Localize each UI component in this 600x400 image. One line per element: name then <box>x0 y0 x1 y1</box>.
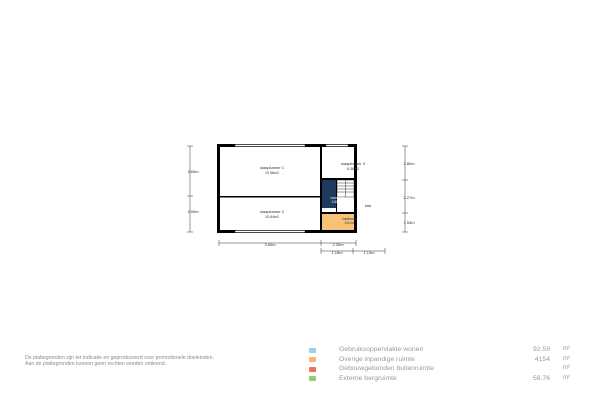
disclaimer-line: De plattegronden zijn ter indicatie en geproduceerd voor promotionele doeleinden. <box>25 355 214 361</box>
dim-bottom-sub-right: 1.13m <box>363 250 375 255</box>
legend-unit: m² <box>563 365 570 371</box>
legend-swatch <box>309 367 316 372</box>
area-legend <box>306 346 576 384</box>
dim-right-top: 2.80m <box>403 161 415 166</box>
room-area-overloop: 2.68m2 <box>331 200 343 204</box>
room-area-slaapkamer2: 10.84m2 <box>265 215 279 219</box>
dim-right-bottom: 1.53m <box>403 220 415 225</box>
dim-left-top: 3.60m <box>187 169 199 174</box>
room-name-badkamer: badkamer <box>342 217 358 221</box>
legend-unit: m² <box>563 355 570 362</box>
legend-row-bergruimte <box>306 375 576 385</box>
room-name-slaapkamer2: slaapkamer 2 <box>259 209 285 214</box>
room-area-badkamer: 3.61m2 <box>344 221 356 225</box>
legend-label: Gebruiksoppervlakte wonen <box>339 346 424 353</box>
legend-row-buitenruimte <box>306 365 576 375</box>
legend-swatch <box>309 376 316 381</box>
room-name-overloop: overloop <box>330 196 344 200</box>
dim-bottom-right: 2.30m <box>332 242 344 247</box>
room-area-slaapkamer3: 6.38m2 <box>347 167 359 171</box>
disclaimer <box>25 355 335 368</box>
legend-unit: m² <box>563 346 570 352</box>
dim-bottom-sub-left: 1.18m <box>331 250 343 255</box>
dim-bottom-left: 3.60m <box>264 242 276 247</box>
legend-row-gebruiksoppervlakte <box>306 346 576 356</box>
legend-value: 56.76 <box>532 374 550 382</box>
legend-row-overige <box>306 356 576 366</box>
legend-swatch <box>309 357 316 362</box>
dim-right-mid: 2.27m <box>403 195 415 200</box>
legend-swatch <box>309 348 316 353</box>
legend-unit: m² <box>563 374 570 381</box>
legend-value: 4154 <box>534 355 550 363</box>
legend-value: 92.59 <box>532 346 550 353</box>
dim-left-bottom: 2.90m <box>187 209 199 214</box>
legend-label: Overige inpandige ruimte <box>339 355 415 363</box>
room-name-kast: kast <box>364 204 372 208</box>
legend-label: Externe bergruimte <box>339 374 397 382</box>
legend-label: Gebouwgebonden buitenruimte <box>339 365 434 372</box>
room-name-slaapkamer1: slaapkamer 1 <box>259 165 285 170</box>
disclaimer-line: Aan de plattegronden kunnen geen rechten worden ontleend. <box>25 361 167 368</box>
room-area-slaapkamer1: 10.58m2 <box>265 171 279 175</box>
room-name-slaapkamer3: slaapkamer 3 <box>340 161 366 166</box>
